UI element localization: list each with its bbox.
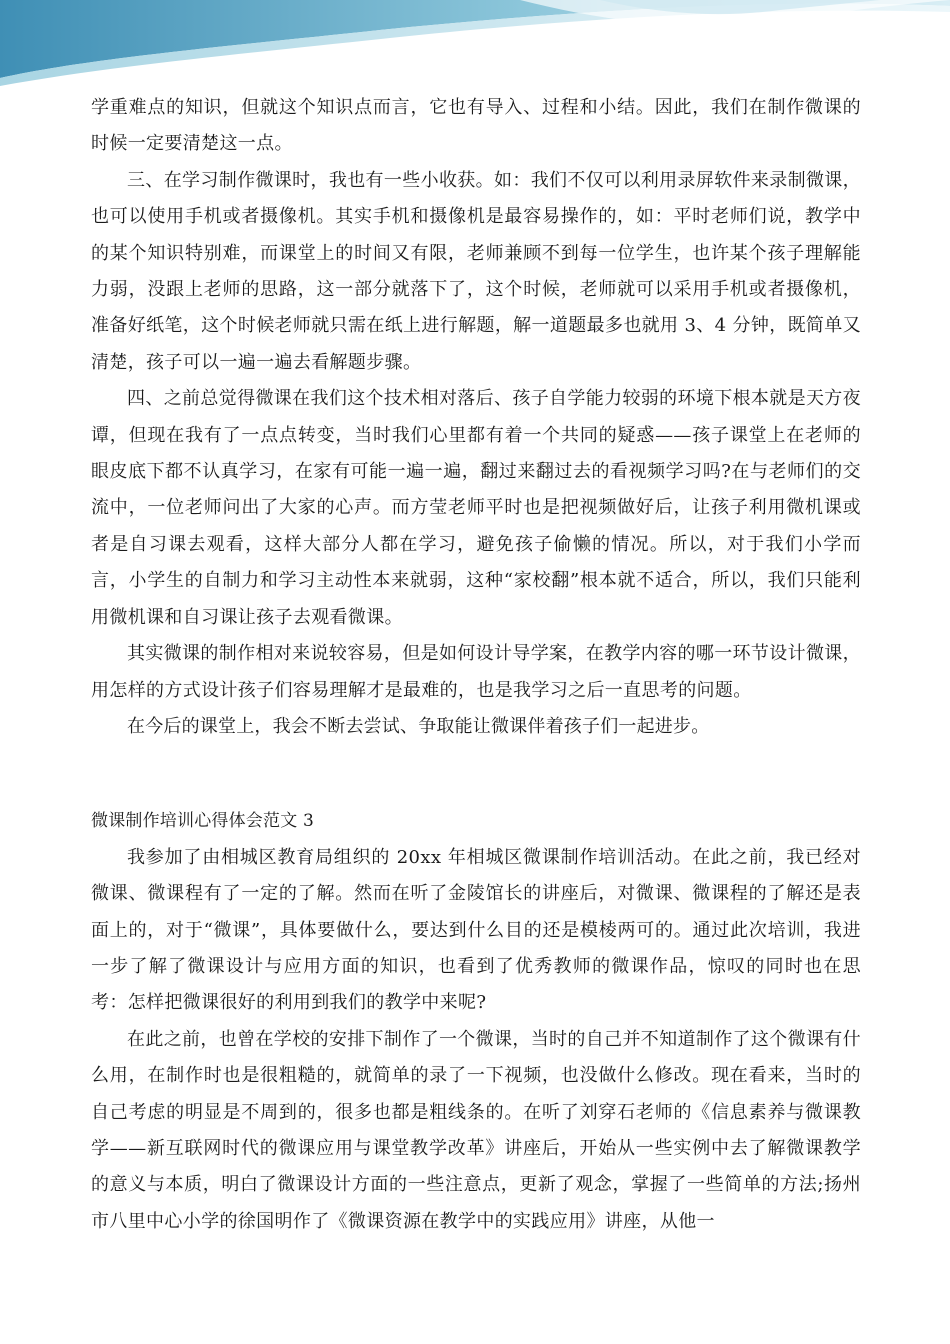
paragraph-continued: 学重难点的知识，但就这个知识点而言，它也有导入、过程和小结。因此，我们在制作微课的时候一定要清楚这一点。	[91, 97, 861, 155]
paragraph-closing: 在今后的课堂上，我会不断去尝试、争取能让微课伴着孩子们一起进步。	[127, 715, 710, 737]
paragraph-reflection: 其实微课的制作相对来说较容易，但是如何设计导学案，在教学内容的哪一环节设计微课，用怎样的方式设计孩子们容易理解才是最难的，也是我学习之后一直思考的问题。	[91, 643, 861, 701]
header-wave-decoration	[0, 0, 950, 90]
document-body	[91, 90, 861, 1240]
paragraph-intro: 我参加了由相城区教育局组织的 20xx 年相城区微课制作培训活动。在此之前，我已经对微课、微课程有了一定的了解。然而在听了金陵馆长的讲座后，对微课、微课程的了解还是表面上的，对于“微课”，具体要做什么，要达到什么目的还是模棱两可的。通过此次培训，我进一步了解了微课设计与应用方面的知识，也看到了优秀教师的微课作品，惊叹的同时也在思考：怎样把微课很好的利用到我们的教学中来呢?	[91, 846, 861, 1014]
paragraph-three: 三、在学习制作微课时，我也有一些小收获。如：我们不仅可以利用录屏软件来录制微课，也可以使用手机或者摄像机。其实手机和摄像机是最容易操作的，如：平时老师们说，教学中的某个知识特别难，而课堂上的时间又有限，老师兼顾不到每一位学生，也许某个孩子理解能力弱，没跟上老师的思路，这一部分就落下了，这个时候，老师就可以采用手机或者摄像机，准备好纸笔，这个时候老师就只需在纸上进行解题，解一道题最多也就用 3、4 分钟，既简单又清楚，孩子可以一遍一遍去看解题步骤。	[91, 169, 861, 373]
paragraph-experience: 在此之前，也曾在学校的安排下制作了一个微课，当时的自己并不知道制作了这个微课有什么用，在制作时也是很粗糙的，就简单的录了一下视频，也没做什么修改。现在看来，当时的自己考虑的明显是不周到的，很多也都是粗线条的。在听了刘穿石老师的《信息素养与微课教学——新互联网时代的微课应用与课堂教学改革》讲座后，开始从一些实例中去了解微课教学的意义与本质，明白了微课设计方面的一些注意点，更新了观念，掌握了一些简单的方法;扬州市八里中心小学的徐国明作了《微课资源在教学中的实践应用》讲座，从他一	[91, 1028, 861, 1232]
section-title: 微课制作培训心得体会范文 3	[91, 811, 315, 832]
paragraph-four: 四、之前总觉得微课在我们这个技术相对落后、孩子自学能力较弱的环境下根本就是天方夜谭，但现在我有了一点点转变，当时我们心里都有着一个共同的疑惑——孩子课堂上在老师的眼皮底下都不认真学习，在家有可能一遍一遍，翻过来翻过去的看视频学习吗?在与老师们的交流中，一位老师问出了大家的心声。而方莹老师平时也是把视频做好后，让孩子利用微机课或者是自习课去观看，这样大部分人都在学习，避免孩子偷懒的情况。所以，对于我们小学而言，小学生的自制力和学习主动性本来就弱，这种“家校翻”根本就不适合，所以，我们只能利用微机课和自习课让孩子去观看微课。	[91, 388, 861, 628]
